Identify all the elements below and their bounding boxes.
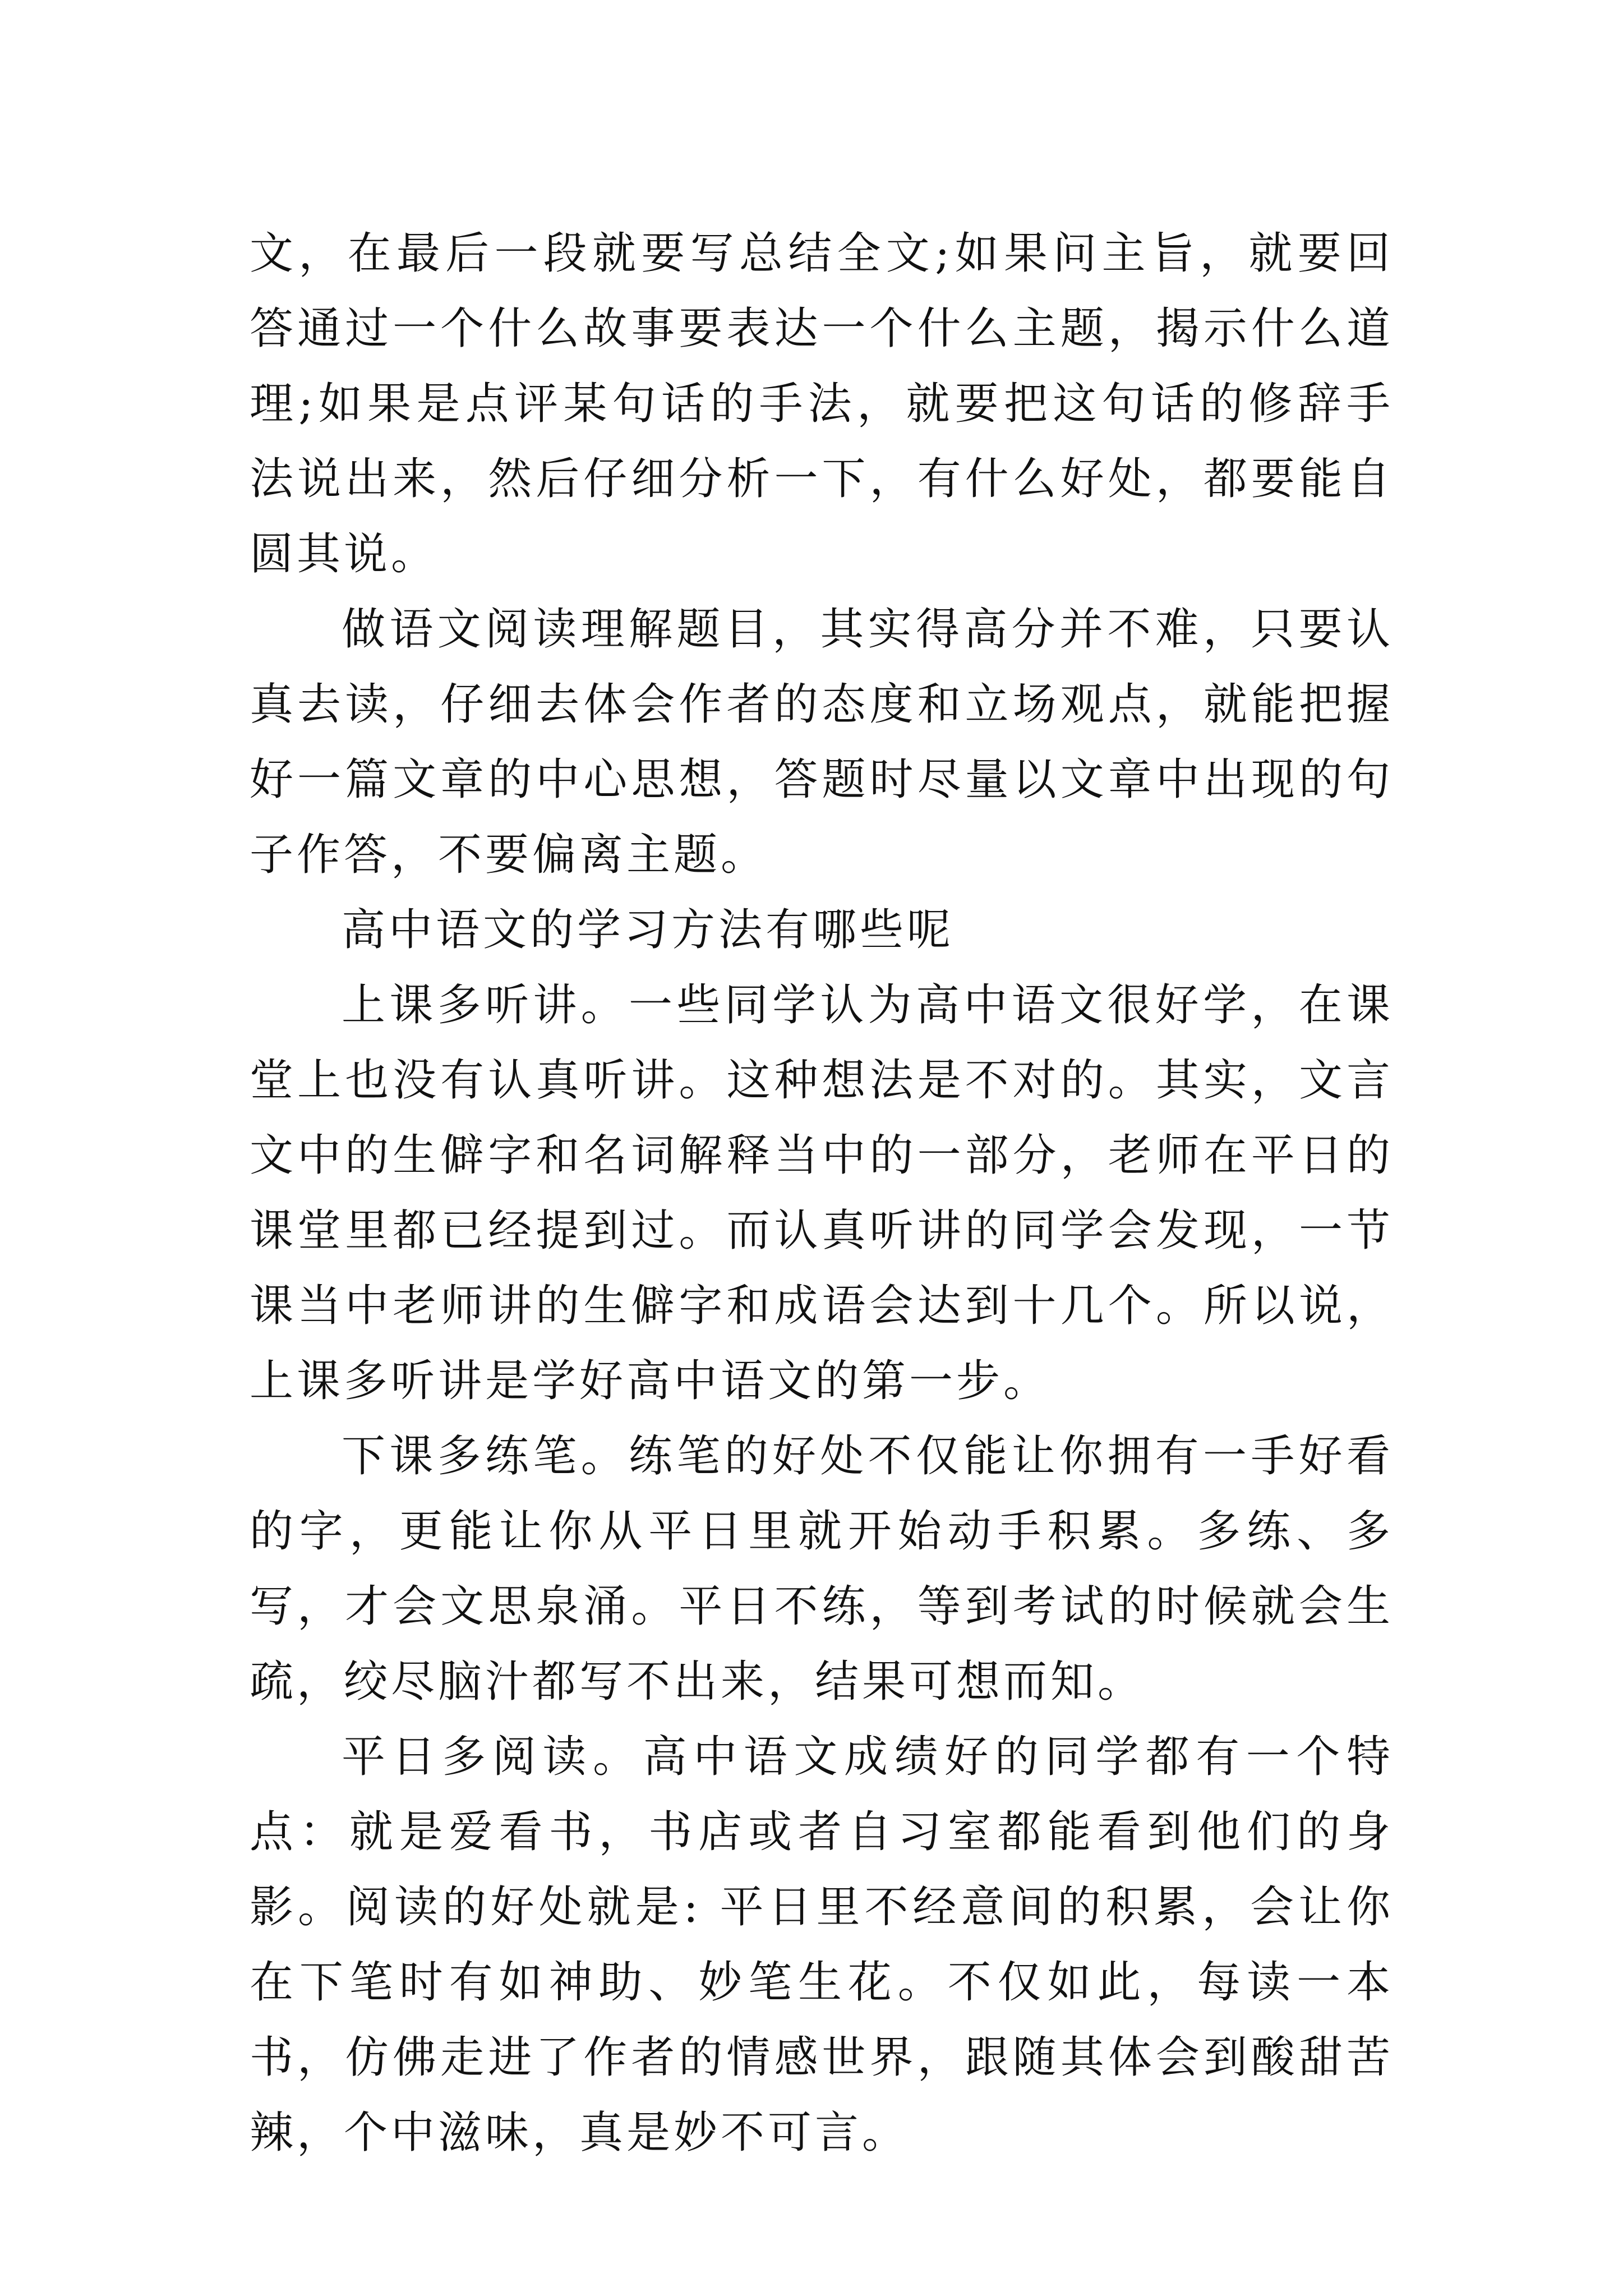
paragraph-read-more: 平日多阅读。高中语文成绩好的同学都有一个特点：就是爱看书，书店或者自习室都能看到他们的身影。阅读的好处就是: 平日里不经意间的积累，会让你在下笔时有如神助、妙笔生花。不仅如此，每读一本书，仿佛走进了作者的情感世界，跟随其体会到酸甜苦辣，个中滋味，真是妙不可言。 (250, 1732, 1394, 2158)
section-heading: 高中语文的学习方法有哪些呢 (342, 905, 955, 955)
paragraph-reading-tips: 做语文阅读理解题目，其实得高分并不难，只要认真去读，仔细去体会作者的态度和立场观点，就能把握好一篇文章的中心思想，答题时尽量以文章中出现的句子作答，不要偏离主题。 (250, 604, 1394, 880)
paragraph-continuation: 文，在最后一段就要写总结全文;如果问主旨，就要回答通过一个什么故事要表达一个什么主题，揭示什么道理;如果是点评某句话的手法，就要把这句话的修辞手法说出来，然后仔细分析一下，有什么好处，都要能自圆其说。 (250, 228, 1394, 579)
paragraph-listen-in-class: 上课多听讲。一些同学认为高中语文很好学，在课堂上也没有认真听讲。这种想法是不对的。其实，文言文中的生僻字和名词解释当中的一部分，老师在平日的课堂里都已经提到过。而认真听讲的同学会发现，一节课当中老师讲的生僻字和成语会达到十几个。所以说，上课多听讲是学好高中语文的第一步。 (250, 980, 1394, 1406)
text-column (250, 216, 1394, 2170)
paragraph-practice-writing: 下课多练笔。练笔的好处不仅能让你拥有一手好看的字，更能让你从平日里就开始动手积累。多练、多写，才会文思泉涌。平日不练，等到考试的时候就会生疏，绞尽脑汁都写不出来，结果可想而知。 (250, 1431, 1394, 1707)
